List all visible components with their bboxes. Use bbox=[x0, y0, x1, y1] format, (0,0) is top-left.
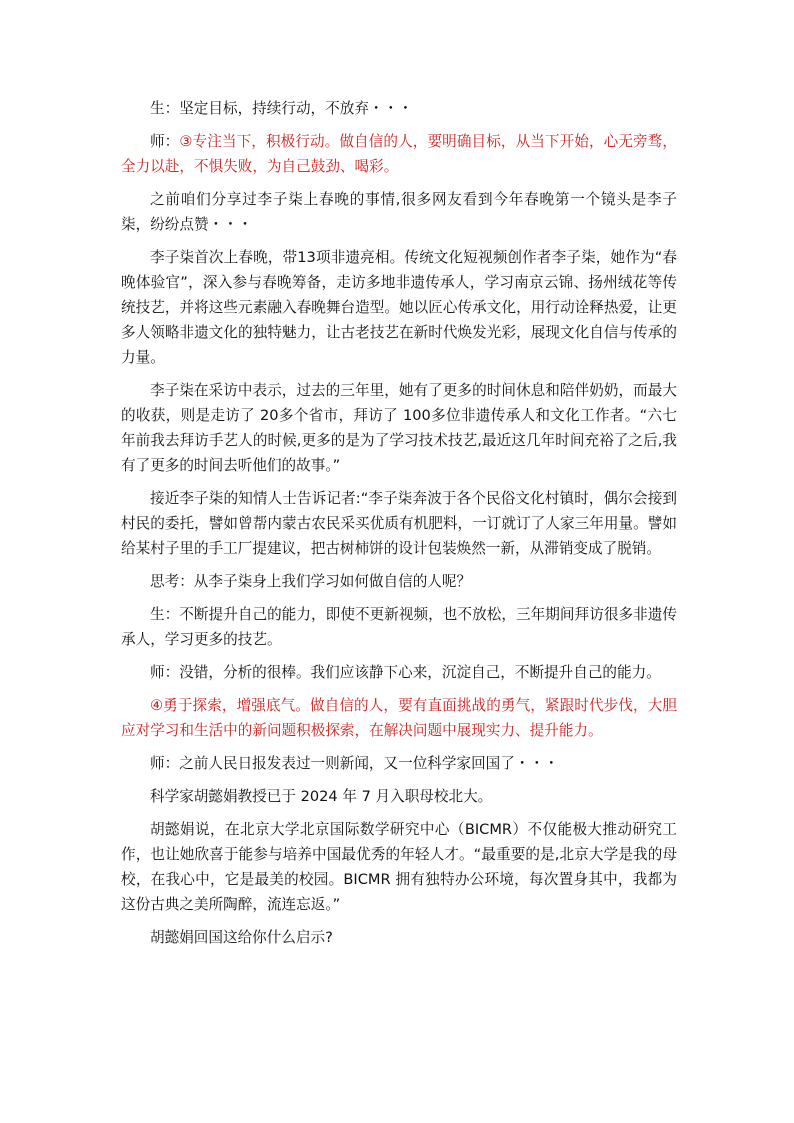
paragraph-11 bbox=[121, 751, 677, 776]
paragraph-6 bbox=[121, 486, 677, 561]
paragraph-7 bbox=[121, 569, 677, 594]
paragraph-1 bbox=[121, 96, 677, 121]
paragraph-4 bbox=[121, 245, 677, 370]
paragraph-14 bbox=[121, 925, 677, 950]
paragraph-text: 胡懿娟说，在北京大学北京国际数学研究中心（BICMR）不仅能极大推动研究工作，也让她欣喜于能参与培养中国最优秀的年轻人才。“最重要的是,北京大学是我的母校，在我心中，它是最美的校园。BICMR 拥有独特办公环境，每次置身其中，我都为这份古典之美所陶醉，流连忘返。” bbox=[121, 821, 677, 913]
paragraph-text: 师：之前人民日报发表过一则新闻，又一位科学家回国了・・・ bbox=[150, 755, 559, 772]
paragraph-2 bbox=[121, 129, 677, 179]
document-body bbox=[121, 96, 677, 958]
paragraph-5 bbox=[121, 378, 677, 478]
paragraph-text: 李子柒首次上春晚，带13项非遗亮相。传统文化短视频创作者李子柒，她作为“春晚体验官”，深入参与春晚筹备，走访多地非遗传承人，学习南京云锦、扬州绒花等传统技艺，并将这些元素融入春晚舞台造型。她以匠心传承文化，用行动诠释热爱，让更多人领略非遗文化的独特魅力，让古老技艺在新时代焕发光彩，展现文化自信与传承的力量。 bbox=[121, 249, 677, 366]
paragraph-text: 之前咱们分享过李子柒上春晚的事情,很多网友看到今年春晚第一个镜头是李子柒，纷纷点赞・・・ bbox=[121, 191, 677, 233]
paragraph-12 bbox=[121, 784, 677, 809]
paragraph-text: 李子柒在采访中表示，过去的三年里，她有了更多的时间休息和陪伴奶奶，而最大的收获，则是走访了 20多个省市，拜访了 100多位非遗传承人和文化工作者。“六七年前我去拜访手艺人的时候,更多的是为了学习技术技艺,最近这几年时间充裕了之后,我有了更多的时间去听他们的故事。” bbox=[121, 382, 677, 474]
paragraph-text: 生：坚定目标，持续行动，不放弃・・・ bbox=[150, 100, 413, 117]
paragraph-text: 师：没错，分析的很棒。我们应该静下心来，沉淀自己，不断提升自己的能力。 bbox=[150, 664, 661, 681]
emphasis-text: ④勇于探索，增强底气。做自信的人，要有直面挑战的勇气，紧跟时代步伐，大胆应对学习和生活中的新问题积极探索，在解决问题中展现实力、提升能力。 bbox=[121, 697, 677, 739]
paragraph-text: 胡懿娟回国这给你什么启示? bbox=[150, 929, 333, 946]
paragraph-text: 生：不断提升自己的能力，即使不更新视频，也不放松，三年期间拜访很多非遗传承人，学习更多的技艺。 bbox=[121, 606, 677, 648]
paragraph-text: 思考：从李子柒身上我们学习如何做自信的人呢？ bbox=[150, 573, 472, 590]
paragraph-9 bbox=[121, 660, 677, 685]
paragraph-10 bbox=[121, 693, 677, 743]
paragraph-13 bbox=[121, 817, 677, 917]
paragraph-text: 科学家胡懿娟教授已于 2024 年 7 月入职母校北大。 bbox=[150, 788, 493, 805]
paragraph-3 bbox=[121, 187, 677, 237]
speaker-label: 师： bbox=[150, 133, 180, 150]
paragraph-8 bbox=[121, 602, 677, 652]
emphasis-text: ③专注当下，积极行动。做自信的人，要明确目标，从当下开始，心无旁骛，全力以赴，不惧失败，为自己鼓劲、喝彩。 bbox=[121, 133, 677, 175]
paragraph-text: 接近李子柒的知情人士告诉记者:“李子柒奔波于各个民俗文化村镇时，偶尔会接到村民的委托，譬如曾帮内蒙古农民采买优质有机肥料，一订就订了人家三年用量。譬如给某村子里的手工厂提建议，把古树柿饼的设计包装焕然一新，从滞销变成了脱销。 bbox=[121, 490, 677, 557]
